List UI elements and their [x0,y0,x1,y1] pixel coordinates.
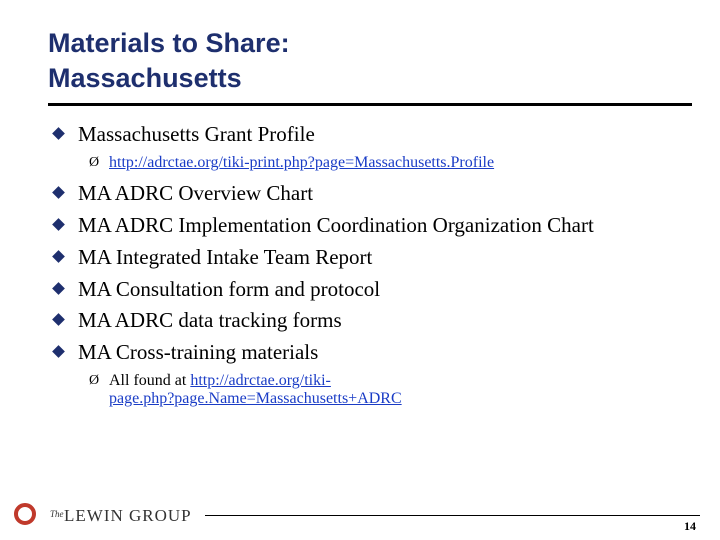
page-number: 14 [684,519,696,533]
title-line-2: Massachusetts [48,63,242,93]
diamond-bullet-icon [52,127,65,140]
diamond-bullet-icon [52,218,65,231]
diamond-bullet-icon [52,186,65,199]
logo-ring-icon [14,503,36,525]
bullet-text: MA Consultation form and protocol [78,277,381,301]
title-divider [48,103,692,106]
lewin-group-logo [14,503,204,533]
logo-text: LEWIN GROUP [64,506,192,525]
bullet-text: MA ADRC Implementation Coordination Organization Chart [78,213,594,237]
diamond-bullet-icon [52,313,65,326]
arrow-bullet-icon: Ø [89,373,100,388]
title-line-1: Materials to Share: [48,28,290,58]
arrow-bullet-icon: Ø [89,155,100,170]
footer-divider [205,515,700,516]
diamond-bullet-icon [52,250,65,263]
slide-title [48,26,290,96]
logo-the: The [50,509,64,519]
diamond-bullet-icon [52,345,65,358]
adrc-link-line-2[interactable]: page.php?page.Name=Massachusetts+ADRC [109,390,402,407]
bullet-text: MA Integrated Intake Team Report [78,245,373,269]
sub-bullet-prefix: All found at [109,372,191,389]
bullet-text: MA ADRC Overview Chart [78,181,314,205]
grant-profile-link[interactable]: http://adrctae.org/tiki-print.php?page=Massachusetts.Profile [109,154,495,171]
bullet-text: MA ADRC data tracking forms [78,308,342,332]
adrc-link-line-1[interactable]: http://adrctae.org/tiki- [190,372,331,389]
diamond-bullet-icon [52,282,65,295]
bullet-text: MA Cross-training materials [78,340,319,364]
bullet-text: Massachusetts Grant Profile [78,122,315,146]
